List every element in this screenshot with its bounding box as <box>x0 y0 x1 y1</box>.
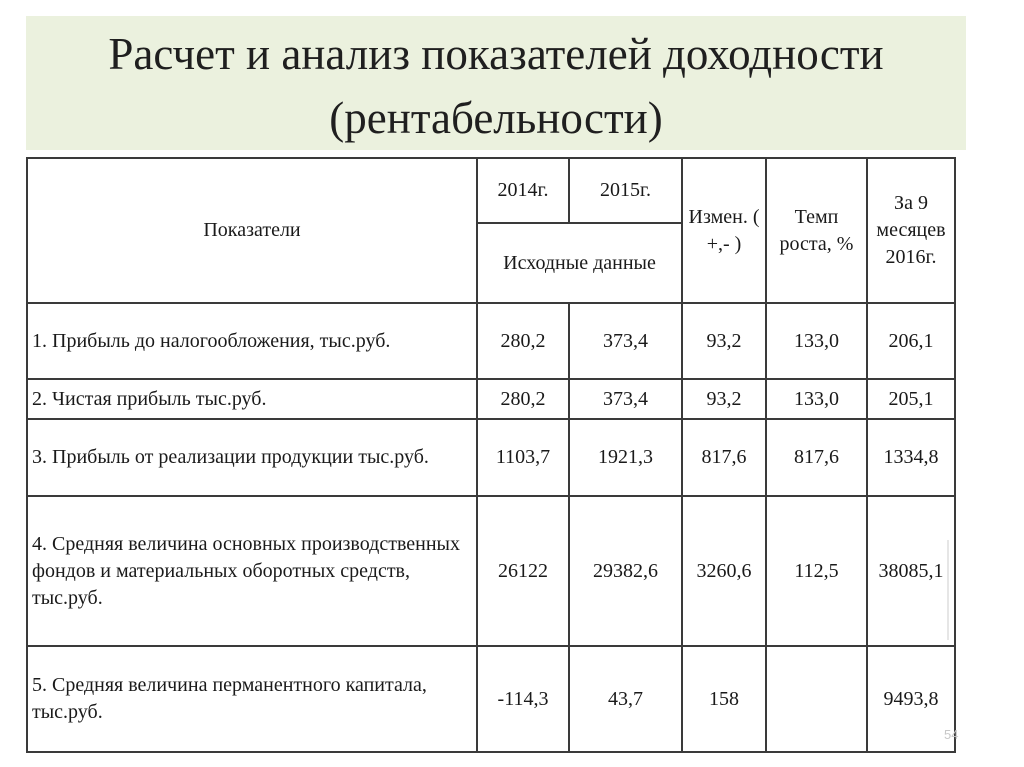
cell-change: 93,2 <box>682 303 766 379</box>
cell-growth-rate: 133,0 <box>766 303 867 379</box>
cell-2015: 29382,6 <box>569 496 682 646</box>
table-header-row-1 <box>27 158 955 223</box>
row-label: 4. Средняя величина основных производственных фондов и материальных оборотных средств, тыс.руб. <box>27 496 477 646</box>
row-label: 1. Прибыль до налогообложения, тыс.руб. <box>27 303 477 379</box>
slide-title-line-2: (рентабельности) <box>329 93 663 143</box>
table-row <box>27 303 955 379</box>
row-label: 2. Чистая прибыль тыс.руб. <box>27 379 477 419</box>
cell-change: 3260,6 <box>682 496 766 646</box>
page-number: 54 <box>944 727 959 742</box>
table-row <box>27 379 955 419</box>
header-source-data: Исходные данные <box>477 223 682 303</box>
cell-2015: 373,4 <box>569 303 682 379</box>
profitability-table-container <box>26 157 954 753</box>
cell-nine-months: 205,1 <box>867 379 955 419</box>
cell-change: 158 <box>682 646 766 752</box>
row-label: 3. Прибыль от реализации продукции тыс.руб. <box>27 419 477 496</box>
header-change: Измен. ( +,- ) <box>682 158 766 303</box>
slide-title <box>26 22 966 150</box>
cell-nine-months: 38085,1 <box>867 496 955 646</box>
cell-growth-rate <box>766 646 867 752</box>
cell-2015: 1921,3 <box>569 419 682 496</box>
cell-2014: 280,2 <box>477 303 569 379</box>
header-growth-rate: Темп роста, % <box>766 158 867 303</box>
table-row <box>27 496 955 646</box>
header-indicators: Показатели <box>27 158 477 303</box>
profitability-table <box>26 157 959 753</box>
cell-2014: -114,3 <box>477 646 569 752</box>
cell-nine-months: 1334,8 <box>867 419 955 496</box>
cell-growth-rate: 112,5 <box>766 496 867 646</box>
cell-nine-months: 9493,8 <box>867 646 955 752</box>
cell-change: 817,6 <box>682 419 766 496</box>
cell-nine-months: 206,1 <box>867 303 955 379</box>
header-year-2015: 2015г. <box>569 158 682 223</box>
cell-2014: 280,2 <box>477 379 569 419</box>
cell-2015: 43,7 <box>569 646 682 752</box>
cell-growth-rate: 817,6 <box>766 419 867 496</box>
table-row <box>27 419 955 496</box>
cell-2015: 373,4 <box>569 379 682 419</box>
cell-change: 93,2 <box>682 379 766 419</box>
table-row <box>27 646 955 752</box>
header-nine-months: За 9 месяцев 2016г. <box>867 158 955 303</box>
cell-2014: 1103,7 <box>477 419 569 496</box>
slide-title-line-1: Расчет и анализ показателей доходности <box>108 29 884 79</box>
cell-2014: 26122 <box>477 496 569 646</box>
cell-growth-rate: 133,0 <box>766 379 867 419</box>
header-year-2014: 2014г. <box>477 158 569 223</box>
row-label: 5. Средняя величина перманентного капитала, тыс.руб. <box>27 646 477 752</box>
